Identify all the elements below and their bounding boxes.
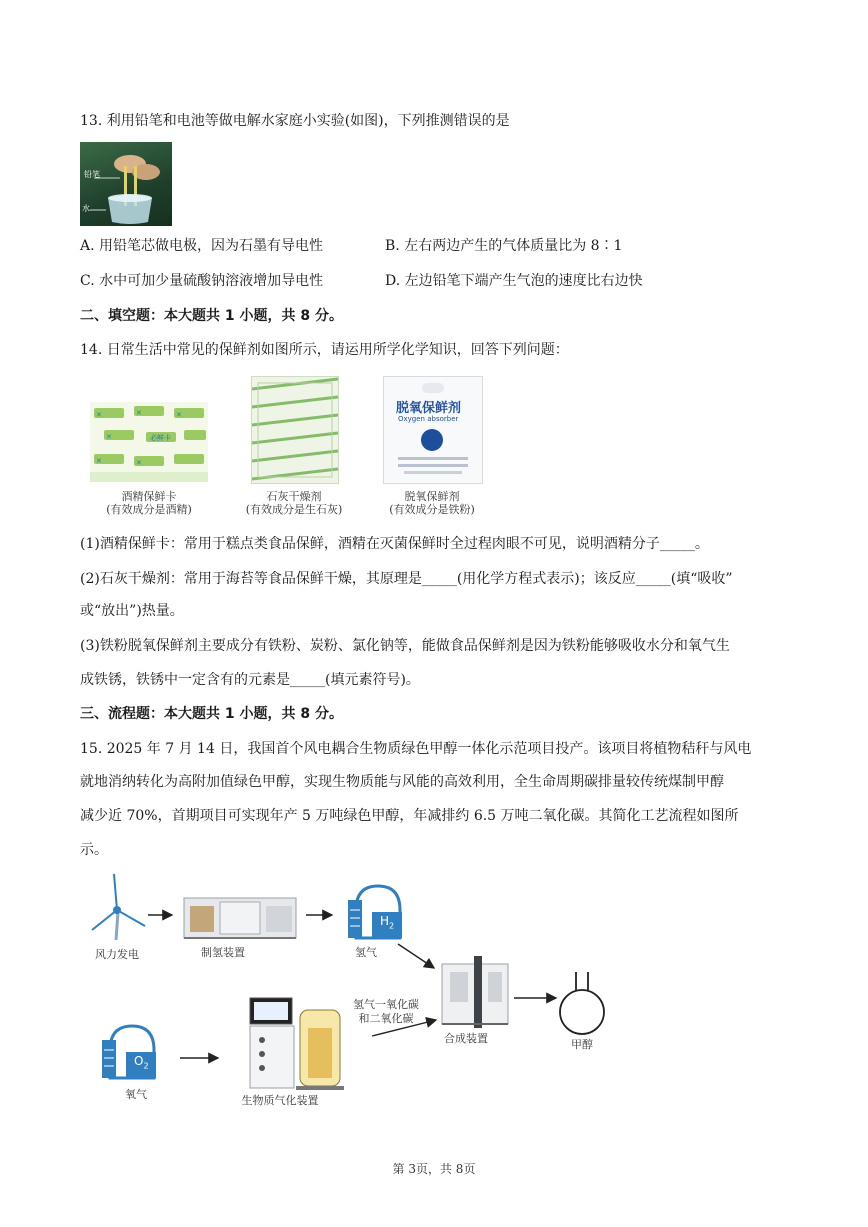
- photo-label-water: 水: [82, 204, 90, 213]
- oxygen-symbol-subscript: 2: [143, 1061, 149, 1071]
- svg-text:✕: ✕: [96, 457, 102, 465]
- oxygen-symbol-letter: O: [134, 1054, 144, 1068]
- q14-part-2-line-1: (2)石灰干燥剂：常用于海苔等食品保鲜干燥，其原理是_____(用化学方程式表示)；该反应_____(填“吸收”: [80, 571, 733, 587]
- methanol-flask-icon: [560, 972, 604, 1034]
- flow-diagram: [0, 860, 868, 1120]
- flow-label-wind-power: 风力发电: [95, 948, 139, 961]
- svg-text:✕: ✕: [136, 459, 142, 467]
- q13-option-c: C. 水中可加少量硫酸钠溶液增加导电性: [80, 273, 324, 289]
- svg-text:✕: ✕: [136, 409, 142, 417]
- q13-option-a: A. 用铅笔芯做电极，因为石墨有导电性: [80, 238, 324, 254]
- oxygen-absorber-image: [383, 376, 483, 484]
- flow-label-hydrogen: 氢气: [355, 946, 377, 959]
- lime-desiccant-image: [251, 376, 339, 484]
- q13-stem: 13. 利用铅笔和电池等做电解水家庭小实验(如图)，下列推测错误的是: [80, 113, 510, 129]
- alcohol-card-pattern: [90, 402, 208, 482]
- oxygen-absorber-fine-print: [398, 457, 468, 460]
- q14-part-3-line-2: 成铁锈，铁锈中一定含有的元素是_____(填元素符号)。: [80, 672, 420, 688]
- q13-option-d: D. 左边铅笔下端产生气泡的速度比右边快: [385, 273, 643, 289]
- flow-label-methanol: 甲醇: [571, 1038, 593, 1051]
- section-2-heading: 二、填空题：本大题共 1 小题，共 8 分。: [80, 308, 343, 324]
- photo-label-pencil: 铅笔: [84, 170, 100, 179]
- q15-line-1: 15. 2025 年 7 月 14 日，我国首个风电耦合生物质绿色甲醇一体化示范项目投产。该项目将植物秸秆与风电: [80, 741, 752, 757]
- lime-desiccant-note: (有效成分是生石灰): [245, 503, 343, 516]
- oxygen-absorber-note: (有效成分是铁粉): [389, 503, 475, 516]
- flow-label-biomass-gasifier: 生物质气化装置: [241, 1094, 319, 1107]
- q14-part-1: (1)酒精保鲜卡：常用于糕点类食品保鲜，酒精在灭菌保鲜时全过程肉眼不可见，说明酒精分子_____。: [80, 536, 709, 552]
- flow-label-syngas-line-2: 和二氧化碳: [358, 1012, 414, 1025]
- oxygen-absorber-symbol-icon: [421, 429, 443, 451]
- alcohol-card-note: (有效成分是酒精): [106, 503, 192, 516]
- oxygen-absorber-fine-print-3: [404, 471, 462, 474]
- q15-line-2: 就地消纳转化为高附加值绿色甲醇，实现生物质能与风能的高效利用，全生命周期碳排量较传统煤制甲醇: [80, 774, 724, 790]
- page-footer: 第 3页，共 8页: [392, 1162, 476, 1176]
- q15-line-3: 减少近 70%，首期项目可实现年产 5 万吨绿色甲醇，年减排约 6.5 万吨二氧化碳。其简化工艺流程如图所: [80, 808, 739, 824]
- hydrogen-symbol: [380, 914, 394, 930]
- q14-part-2-line-2: 或“放出”)热量。: [80, 603, 184, 619]
- alcohol-card-image: [90, 402, 208, 482]
- q13-option-b: B. 左右两边产生的气体质量比为 8∶1: [385, 238, 623, 254]
- q15-line-4: 示。: [80, 842, 108, 858]
- svg-text:✕: ✕: [106, 433, 112, 441]
- lime-desiccant-name: 石灰干燥剂: [266, 490, 322, 503]
- svg-text:✕: ✕: [96, 411, 102, 419]
- hydrogen-symbol-letter: H: [380, 914, 390, 928]
- section-3-heading: 三、流程题：本大题共 1 小题，共 8 分。: [80, 706, 343, 722]
- biomass-gasifier-icon: [250, 998, 344, 1090]
- alcohol-card-print: 必鲜卡: [150, 434, 171, 442]
- lime-desiccant-pattern: [252, 377, 338, 483]
- electrolysis-photo-drawing: [80, 142, 172, 226]
- electrolyzer-icon: [184, 898, 296, 938]
- flow-label-synthesis: 合成装置: [444, 1032, 488, 1045]
- q14-part-3-line-1: (3)铁粉脱氧保鲜剂主要成分有铁粉、炭粉、氯化钠等，能做食品保鲜剂是因为铁粉能够吸收水分和氧气生: [80, 638, 730, 654]
- alcohol-card-name: 酒精保鲜卡: [121, 490, 177, 503]
- wind-turbine-icon: [92, 874, 145, 940]
- q14-stem: 14. 日常生活中常见的保鲜剂如图所示，请运用所学化学知识，回答下列问题：: [80, 342, 569, 358]
- flow-label-oxygen: 氧气: [125, 1088, 147, 1101]
- hydrogen-symbol-subscript: 2: [389, 921, 395, 931]
- oxygen-absorber-logo-icon: [422, 383, 444, 393]
- oxygen-symbol: [134, 1054, 149, 1070]
- oxygen-absorber-print: 脱氧保鲜剂: [396, 401, 462, 416]
- oxygen-absorber-print-en: Oxygen absorber: [398, 415, 459, 423]
- flow-label-electrolyzer: 制氢装置: [201, 946, 245, 959]
- oxygen-absorber-name: 脱氧保鲜剂: [404, 490, 460, 503]
- flow-label-syngas-line-1: 氢气一氧化碳: [353, 998, 419, 1011]
- synthesis-apparatus-icon: [442, 956, 508, 1028]
- svg-text:✕: ✕: [176, 411, 182, 419]
- oxygen-absorber-fine-print-2: [398, 464, 468, 467]
- electrolysis-photo: [80, 142, 172, 226]
